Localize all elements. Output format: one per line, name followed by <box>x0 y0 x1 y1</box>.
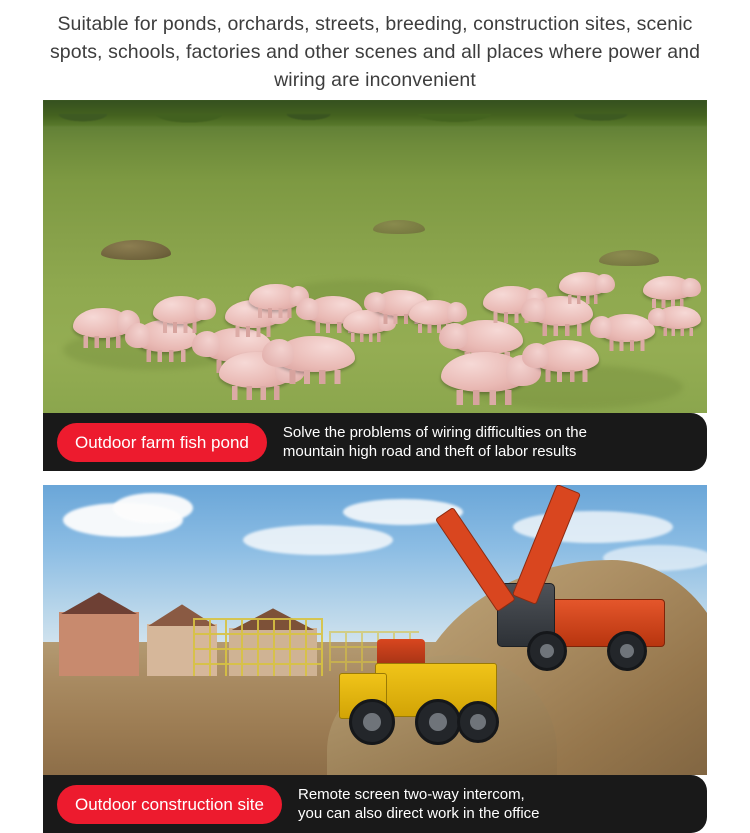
cloud <box>243 525 393 555</box>
pig <box>599 314 655 342</box>
pig <box>559 272 607 296</box>
pig <box>249 284 301 310</box>
scaffolding <box>193 618 323 676</box>
promo-card-farm <box>43 100 707 471</box>
truck-wheel <box>457 701 499 743</box>
caption-line-1: Remote screen two-way intercom, <box>297 786 525 803</box>
pig <box>643 276 693 300</box>
caption-text-farm <box>283 423 597 461</box>
excavator-track <box>527 631 567 671</box>
caption-line-1: Solve the problems of wiring difficulties on the <box>282 424 587 441</box>
pig <box>441 352 527 392</box>
caption-line-2: you can also direct work in the office <box>297 805 540 822</box>
caption-bar-construction <box>43 775 707 833</box>
promo-card-construction <box>43 485 707 833</box>
pig <box>153 296 207 324</box>
house-building <box>59 612 139 676</box>
caption-text-construction <box>298 785 550 823</box>
badge-outdoor-farm: Outdoor farm fish pond <box>57 423 267 462</box>
page-headline: Suitable for ponds, orchards, streets, breeding, construction sites, scenic spots, schools, factories and other scenes and all places where power and wiring are inconvenient <box>49 13 701 91</box>
excavator-track <box>607 631 647 671</box>
pig <box>655 306 701 329</box>
outdoor-construction-site-photo <box>43 485 707 775</box>
pig <box>275 336 355 372</box>
construction-scene <box>43 485 707 775</box>
caption-bar-farm <box>43 413 707 471</box>
outdoor-farm-pigs-photo <box>43 100 707 413</box>
tree-line <box>43 100 707 126</box>
truck-wheel <box>349 699 395 745</box>
pig <box>451 320 523 354</box>
pig <box>533 340 599 372</box>
pig <box>409 300 459 325</box>
cloud <box>113 493 193 523</box>
truck-wheel <box>415 699 461 745</box>
pig <box>73 308 131 338</box>
caption-line-2: mountain high road and theft of labor results <box>282 443 577 460</box>
dirt-mound <box>373 220 425 234</box>
dirt-mound <box>599 250 659 266</box>
badge-outdoor-construction: Outdoor construction site <box>57 785 282 824</box>
